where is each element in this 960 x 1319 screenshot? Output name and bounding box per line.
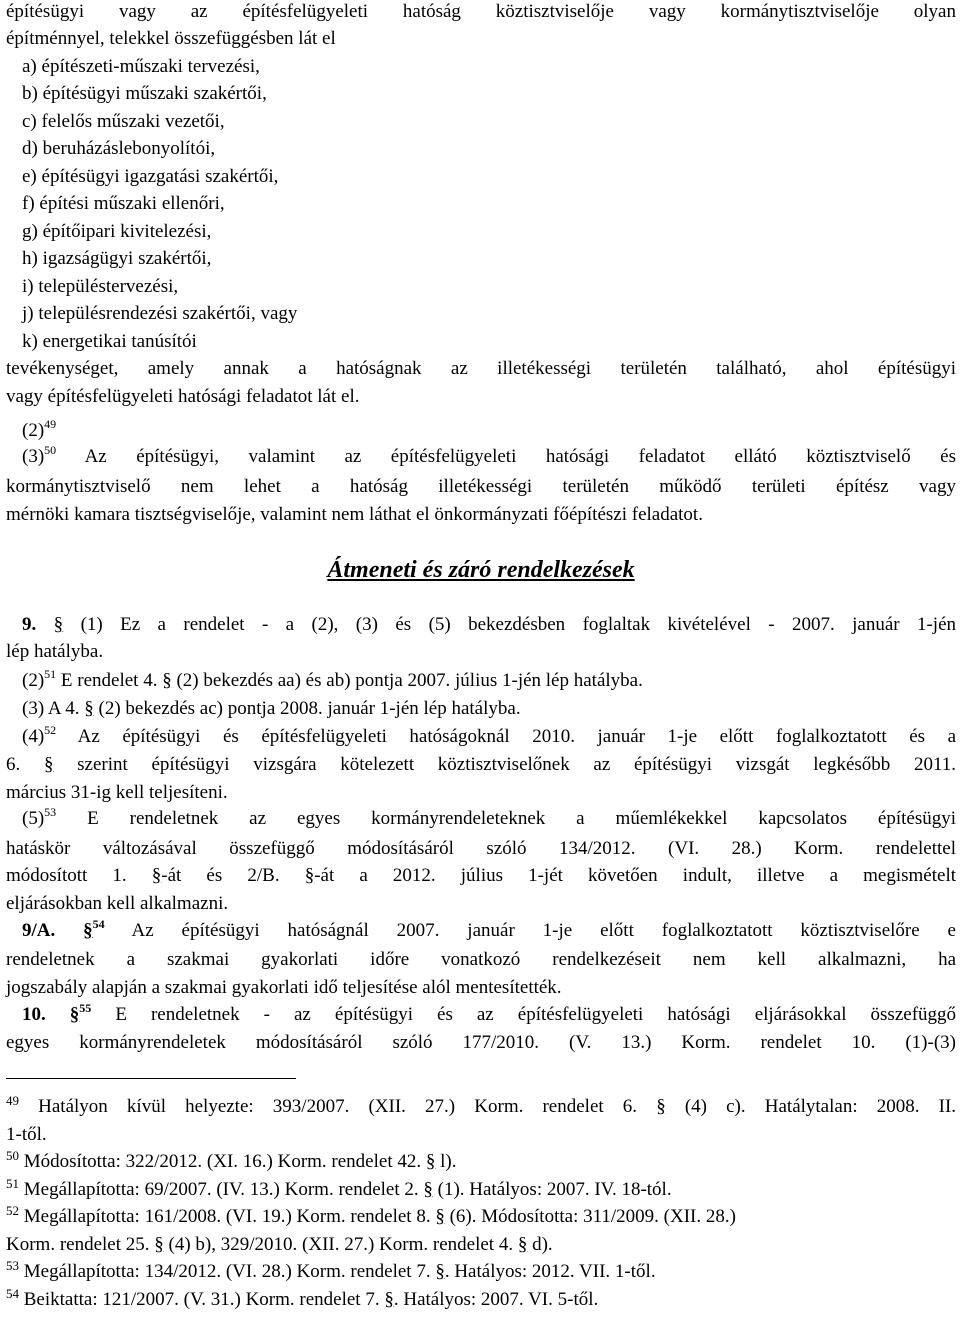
- section-link[interactable]: §: [425, 1151, 436, 1172]
- footnote-52: $^{52}$ Megállapította: 161/2008. (VI. 19.) Korm. rendelet 8. § (6). Módosította: 311/2009. (XII. 28.): [6, 1203, 736, 1227]
- section-link[interactable]: §: [84, 698, 94, 719]
- paragraph-2-label: $(2)^{49}$: [22, 417, 57, 441]
- footnote-54: $^{54}$ Beiktatta: 121/2007. (V. 31.) Korm. rendelet 7. §. Hatályos: 2007. VI. 5-től.: [6, 1286, 599, 1310]
- footnote-ref[interactable]: 51: [44, 667, 57, 681]
- section-10-line-1: 10. §$^{55}$ E rendeletnek - az építésügyi és az építésfelügyeleti hatósági eljárásokkal összefüggő: [22, 1001, 957, 1025]
- footnote-ref[interactable]: 52: [44, 723, 57, 737]
- section-9-paragraph-5-line-1: $(5)^{53}$ E rendeletnek az egyes kormányrendeleteknek a műemlékekkel kapcsolatos építésügyi: [22, 805, 956, 829]
- section-heading: Átmeneti és záró rendelkezések: [327, 557, 635, 583]
- intro-tail: tevékenységet, amely annak a hatóságnak az illetékességi területén található, ahol építésügyi: [6, 358, 956, 379]
- list-item: k) energetikai tanúsítói: [22, 331, 197, 352]
- list-item: g) építőipari kivitelezési,: [22, 221, 212, 242]
- footnote-ref[interactable]: 54: [92, 917, 105, 931]
- section-9-paragraph-5-line-2: hatáskör változásával összefüggő módosításáról szóló 134/2012. (VI. 28.) Korm. rendelettel: [6, 838, 956, 859]
- footnote-ref[interactable]: 49: [44, 417, 57, 431]
- footnote-49: $^{49}$ Hatályon kívül helyezte: 393/2007. (XII. 27.) Korm. rendelet 6. § (4) c). Hatálytalan: 2008. II.: [6, 1093, 957, 1117]
- footnote-53: $^{53}$ Megállapította: 134/2012. (VI. 28.) Korm. rendelet 7. §. Hatályos: 2012. VII. 1-től.: [6, 1258, 656, 1282]
- intro-tail-2: vagy építésfelügyeleti hatósági feladatot lát el.: [6, 386, 360, 407]
- section-link[interactable]: §: [435, 1206, 445, 1227]
- footnote-ref[interactable]: 55: [79, 1001, 92, 1015]
- intro-lead: építésügyi vagy az építésfelügyeleti hatóság köztisztviselője vagy kormánytisztviselője olyan: [6, 1, 956, 22]
- footnote-50: $^{50}$ Módosította: 322/2012. (XI. 16.) Korm. rendelet 42. § l).: [6, 1148, 457, 1172]
- section-link[interactable]: §: [83, 920, 93, 941]
- list-item: f) építési műszaki ellenőri,: [22, 193, 225, 214]
- list-item: c) felelős műszaki vezetői,: [22, 111, 225, 132]
- section-link[interactable]: §: [304, 865, 315, 886]
- section-link[interactable]: §: [53, 614, 64, 635]
- list-item: i) településtervezési,: [22, 276, 179, 297]
- section-9-paragraph-5-line-3: módosított 1. §-át és 2/B. §-át a 2012. július 1-jét követően indult, illetve a megismételt: [6, 865, 957, 886]
- section-9a-line-1: 9/A. §$^{54}$ Az építésügyi hatóságnál 2007. január 1-je előtt foglalkoztatott köztisztviselőre e: [22, 917, 956, 941]
- list-item: a) építészeti-műszaki tervezési,: [22, 56, 260, 77]
- section-9-paragraph-4-line-3: március 31-ig kell teljesíteni.: [6, 782, 228, 803]
- footnote-49-line-2: 1-től.: [6, 1124, 47, 1145]
- section-9-paragraph-4-line-2: 6. § szerint építésügyi vizsgára kötelezett köztisztviselőnek az építésügyi vizsgát legkésőbb 2011.: [6, 754, 957, 775]
- list-item: b) építésügyi műszaki szakértői,: [22, 83, 267, 104]
- section-link[interactable]: §: [656, 1096, 666, 1117]
- section-link[interactable]: §: [517, 1234, 528, 1255]
- section-9-line-1: 9. § (1) Ez a rendelet - a (2), (3) és (5) bekezdésben foglaltak kivételével - 2007. január 1-jén: [22, 614, 957, 635]
- section-link[interactable]: §: [384, 1289, 394, 1310]
- paragraph-3-line-1: $(3)^{50}$ Az építésügyi, valamint az építésfelügyeleti hatósági feladatot ellátó köztisztviselő és: [22, 443, 956, 467]
- list-item: j) településrendezési szakértői, vagy: [22, 303, 298, 324]
- section-10-line-2: egyes kormányrendeletek módosításáról szóló 177/2010. (V. 13.) Korm. rendelet 10. (1)-(3): [6, 1032, 956, 1053]
- list-item: e) építésügyi igazgatási szakértői,: [22, 166, 279, 187]
- section-9a-line-2: rendeletnek a szakmai gyakorlati időre vonatkozó rendelkezéseit nem kell alkalmazni, ha: [6, 949, 956, 970]
- section-9-paragraph-5-line-4: eljárásokban kell alkalmazni.: [6, 893, 229, 914]
- footnote-52-line-2: Korm. rendelet 25. § (4) b), 329/2010. (XII. 27.) Korm. rendelet 4. § d).: [6, 1234, 553, 1255]
- list-item: d) beruházáslebonyolítói,: [22, 138, 216, 159]
- footnote-ref[interactable]: 53: [44, 805, 57, 819]
- section-9-paragraph-4-line-1: $(4)^{52}$ Az építésügyi és építésfelügyeleti hatóságoknál 2010. január 1-je előtt foglalkoztatott és a: [22, 723, 957, 747]
- footnote-ref[interactable]: 50: [44, 443, 57, 457]
- section-link[interactable]: §: [69, 1004, 80, 1025]
- section-link[interactable]: §: [151, 865, 162, 886]
- section-9a-line-3: jogszabály alapján a szakmai gyakorlati idő teljesítése alól mentesítették.: [6, 977, 562, 998]
- paragraph-3-line-2: kormánytisztviselő nem lehet a hatóság illetékességi területén működő területi építész vagy: [6, 476, 956, 497]
- section-link[interactable]: §: [154, 1234, 164, 1255]
- section-9-paragraph-3: (3) A 4. § (2) bekezdés ac) pontja 2008. január 1-jén lép hatályba.: [22, 698, 521, 719]
- list-item: h) igazságügyi szakértői,: [22, 248, 212, 269]
- section-9-line-2: lép hatályba.: [6, 641, 104, 662]
- paragraph-3-line-3: mérnöki kamara tisztségviselője, valamint nem láthat el önkormányzati főépítészi feladatot.: [6, 504, 703, 525]
- section-link[interactable]: §: [423, 1179, 433, 1200]
- section-9-paragraph-2: $(2)^{51}$ E rendelet 4. § (2) bekezdés aa) és ab) pontja 2007. július 1-jén lép hatályba.: [22, 667, 643, 691]
- footnote-51: $^{51}$ Megállapította: 69/2007. (IV. 13.) Korm. rendelet 2. § (1). Hatályos: 2007. IV. 18-tól.: [6, 1176, 672, 1200]
- section-link[interactable]: §: [435, 1261, 445, 1282]
- section-link[interactable]: §: [162, 670, 172, 691]
- section-link[interactable]: §: [43, 754, 54, 775]
- footnote-separator: [6, 1078, 296, 1079]
- intro-lead-2: építménnyel, telekkel összefüggésben lát el: [6, 28, 336, 49]
